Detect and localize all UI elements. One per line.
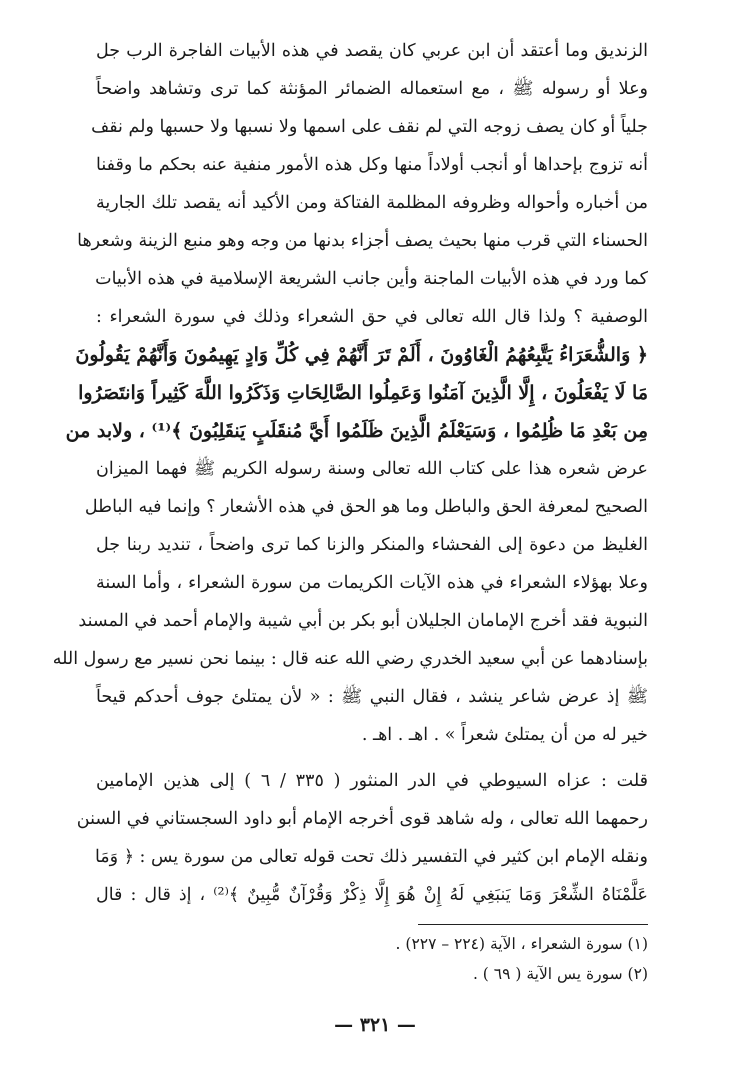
text-line-16: النبوية فقد أخرج الإمامان الجليلان أبو بكر بن أبي شيبة والإمام أحمد في المسند [78,611,648,631]
hadith-line-2: خير له من أن يمتلئ شعراً » . اهـ . اهـ . [361,725,648,745]
text-line-3: جلياً أو كان يصف زوجه التي لم نقف على اسمها ولا نسبها ولا حسبها ولم نقف [91,117,648,137]
page-number: — ٣٢١ — [334,1014,416,1036]
text-line-17: بإسنادهما عن أبي سعيد الخدري رضي الله عنه قال : بينما نحن نسير مع رسول الله [52,649,648,669]
text-line-8: الوصفية ؟ ولذا قال الله تعالى في حق الشعراء وذلك في سورة الشعراء : [96,307,648,327]
text-line-7: كما ورد في هذه الأبيات الماجنة وأين جانب الشريعة الإسلامية في هذه الأبيات [95,269,648,289]
quran-verse-line-2: مَا لَا يَفْعَلُونَ ، إِلَّا الَّذِينَ آمَنُوا وَعَمِلُوا الصَّالِحَاتِ وَذَكَرُوا اللَّهَ كَثِيراً وَانتَصَرُوا [78,382,648,404]
text-line-14: الغليظ من دعوة إلى الفحشاء والمنكر والزنا كما ترى واضحاً ، تنديد ربنا جل [96,535,648,555]
main-text [52,32,648,912]
text-line-4: أنه تزوج بإحداها أو أنجب أولاداً منها وكل هذه الأمور منفية عنه بحكم ما وقفنا [96,155,648,175]
footnote-divider [418,924,648,925]
quran-verse-line-1: ﴿ وَالشُّعَرَاءُ يَتَّبِعُهُمُ الْغَاوُونَ ، أَلَمْ تَرَ أَنَّهُمْ فِي كُلِّ وَادٍ يَهِيمُونَ وَأَنَّهُمْ يَقُولُونَ [75,344,648,366]
text-line-1: الزنديق وما أعتقد أن ابن عربي كان يقصد في هذه الأبيات الفاجرة الرب جل [96,41,648,61]
footnote-1: (١) سورة الشعراء ، الآية (٢٢٤ – ٢٢٧) . [395,935,648,953]
text-line-20: قلت : عزاه السيوطي في الدر المنثور ( ٣٣٥ / ٦ ) إلى هذين الإمامين [96,771,648,791]
footnote-2: (٢) سورة يس الآية ( ٦٩ ) . [472,965,648,983]
text-line-13: الصحيح لمعرفة الحق والباطل وما هو الحق في هذه الأشعار ؟ وإنما فيه الباطل [84,497,648,517]
text-line-23: عَلَّمْنَاهُ الشِّعْرَ وَمَا يَنبَغِي لَهُ إِنْ هُوَ إِلَّا ذِكْرٌ وَقُرْآنٌ مُّبِينٌ ﴾⁽²⁾ ، إذ قال : قال [96,885,648,905]
text-line-22: ونقله الإمام ابن كثير في التفسير ذلك تحت قوله تعالى من سورة يس : ﴿ وَمَا [94,847,648,867]
text-line-6: الحسناء التي قرب منها بحيث يصف أجزاء بدنها من وجه وهو منبع الزينة وشعرها [77,231,648,251]
text-line-12: عرض شعره هذا على كتاب الله تعالى وسنة رسوله الكريم ﷺ فهما الميزان [96,459,648,479]
hadith-line-1: ﷺ إذ عرض شاعر ينشد ، فقال النبي ﷺ : « لأن يمتلئ جوف أحدكم قيحاً [96,687,648,707]
text-line-15: وعلا بهؤلاء الشعراء في هذه الآيات الكريمات من سورة الشعراء ، وأما السنة [96,573,648,593]
text-line-2: وعلا أو رسوله ﷺ ، مع استعماله الضمائر المؤنثة كما ترى وتشاهد واضحاً [96,79,648,99]
text-line-21: رحمهما الله تعالى ، وله شاهد قوى أخرجه الإمام أبو داود السجستاني في السنن [76,809,648,829]
text-line-5: من أخباره وأحواله وظروفه المظلمة الفتاكة ومن الأكيد أنه يقصد تلك الجارية [96,193,648,213]
quran-verse-line-3: مِن بَعْدِ مَا ظُلِمُوا ، وَسَيَعْلَمُ الَّذِينَ ظَلَمُوا أَيَّ مُنقَلَبٍ يَنقَلِبُونَ ﴾⁽¹⁾ ، ولابد من [65,420,648,442]
